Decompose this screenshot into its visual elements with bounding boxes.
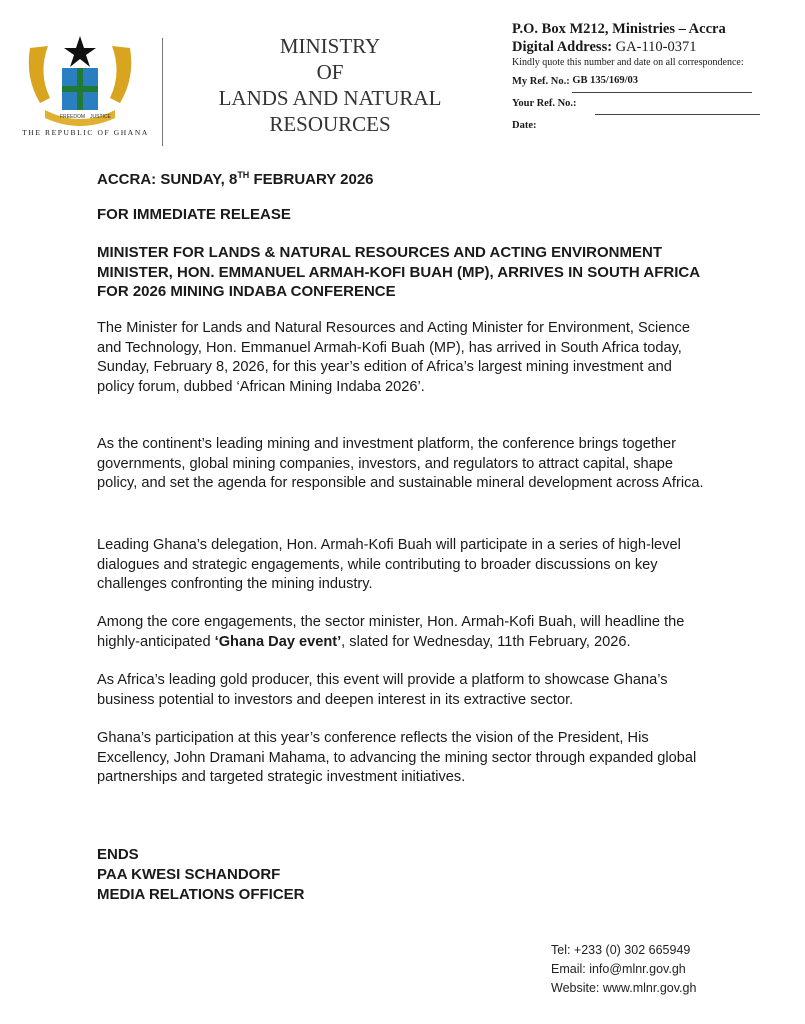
- svg-text:FREEDOM: FREEDOM: [60, 114, 85, 120]
- paragraph: As Africa’s leading gold producer, this event will provide a platform to showcase Ghana’s business potential to investors and deepen interest in its extractive sector.: [97, 672, 668, 708]
- paragraph: Leading Ghana’s delegation, Hon. Armah-Kofi Buah will participate in a series of high-level dialogues and strategic engagements, while contributing to broader discussions on key challenges confronting the mining industry.: [97, 537, 681, 593]
- phone: Tel: +233 (0) 302 665949: [551, 943, 691, 957]
- paragraph: Ghana’s participation at this year’s conference reflects the vision of the President, His Excellency, John Dramani Mahama, to advancing the mining sector through expanded global partnerships and targeted strategic investment initiatives.: [97, 730, 697, 786]
- email-link[interactable]: Email: info@mlnr.gov.gh: [551, 962, 686, 976]
- divider: [162, 38, 163, 146]
- dateline: ACCRA: SUNDAY, 8TH FEBRUARY 2026: [97, 170, 374, 188]
- paragraph: As the continent’s leading mining and investment platform, the conference brings together governments, global mining companies, investors, and regulators to attract capital, shape policy, and set the agenda for responsible and sustainable mineral development across Africa.: [97, 436, 704, 492]
- svg-text:JUSTICE: JUSTICE: [90, 114, 111, 120]
- ends-label: ENDS: [97, 846, 139, 863]
- address-block: [512, 20, 782, 137]
- website-link[interactable]: Website: www.mlnr.gov.gh: [551, 981, 697, 995]
- your-ref: Your Ref. No.:: [512, 93, 782, 115]
- headline: MINISTER FOR LANDS & NATURAL RESOURCES AND ACTING ENVIRONMENT MINISTER, HON. EMMANUEL ARMAH-KOFI BUAH (MP), ARRIVES IN SOUTH AFRICA FOR 2026 MINING INDABA CONFERENCE: [97, 244, 700, 300]
- ministry-line: LANDS AND NATURAL: [218, 86, 442, 110]
- signature-block: [97, 845, 305, 905]
- quote-note: Kindly quote this number and date on all correspondence:: [512, 57, 744, 68]
- ministry-name: [195, 33, 465, 137]
- signatory-title: MEDIA RELATIONS OFFICER: [97, 886, 305, 903]
- digital-address: Digital Address: GA-110-0371: [512, 39, 697, 55]
- release-label: FOR IMMEDIATE RELEASE: [97, 206, 291, 223]
- po-box: P.O. Box M212, Ministries – Accra: [512, 21, 726, 37]
- ministry-line: OF: [316, 60, 344, 84]
- contact-block: [551, 941, 696, 998]
- republic-label: THE REPUBLIC OF GHANA: [22, 128, 149, 137]
- signatory-name: PAA KWESI SCHANDORF: [97, 866, 281, 883]
- ministry-line: MINISTRY: [279, 34, 381, 58]
- ministry-line: RESOURCES: [269, 112, 391, 136]
- my-ref: My Ref. No.: GB 135/169/03: [512, 70, 782, 93]
- date-field: Date:: [512, 120, 537, 131]
- paragraph: Among the core engagements, the sector minister, Hon. Armah-Kofi Buah, will headline the highly-anticipated ‘Ghana Day event’, slated for Wednesday, 11th February, 2026.: [97, 614, 685, 650]
- paragraph: The Minister for Lands and Natural Resources and Acting Minister for Environment, Science and Technology, Hon. Emmanuel Armah-Kofi Buah (MP), has arrived in South Africa today, Sunday, February 8, 2026, for this year’s edition of Africa’s largest mining investment and policy forum, dubbed ‘African Mining Indaba 2026’.: [97, 320, 690, 395]
- ghana-coat-of-arms: [20, 28, 140, 133]
